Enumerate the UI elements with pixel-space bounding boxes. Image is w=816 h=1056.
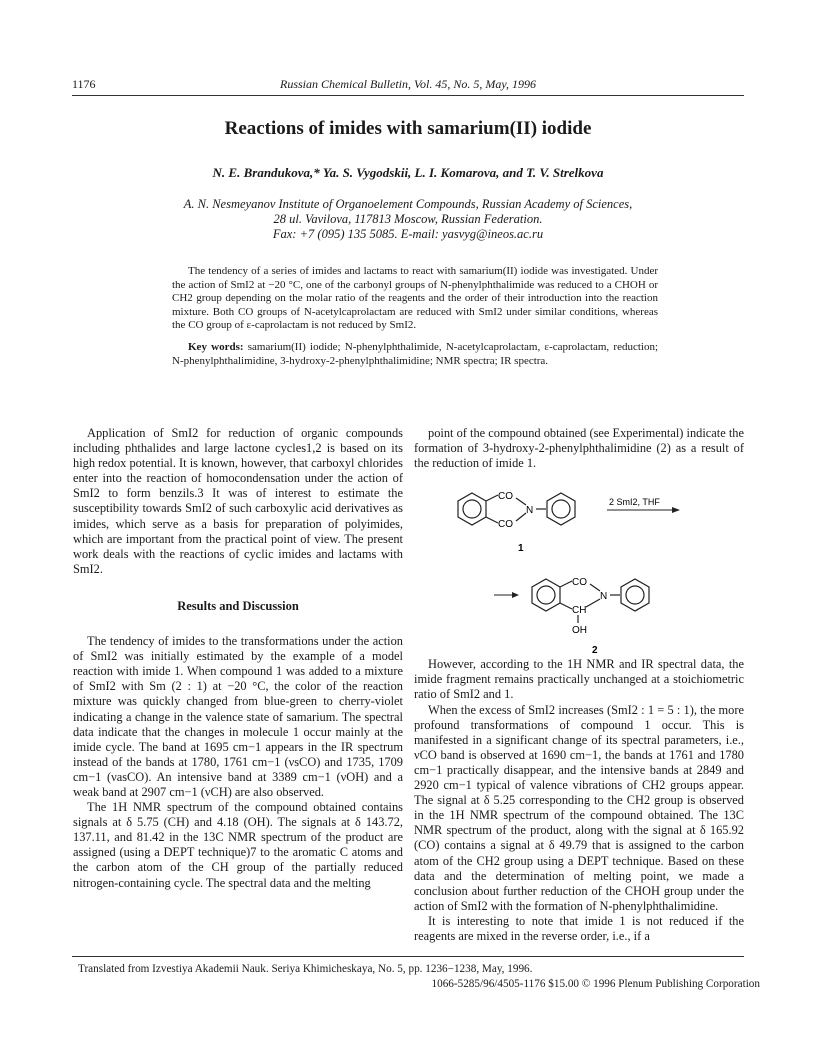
running-header <box>0 77 816 95</box>
footer-rule <box>72 956 744 957</box>
results-paragraph-1: The tendency of imides to the transformations under the action of SmI2 was initially estimated by the example of a model reaction with imide 1. When compound 1 was added to a mixture of SmI2 with Sm (2 : 1) at −20 °C, the color of the reaction mixture was quickly changed from blue-green to cherry-violet indicating a change in the valence state of samarium. The spectral data indicate that the changes in molecule 1 occur mainly at the imide cycle. The band at 1695 cm−1 appears in the IR spectrum instead of the bands at 1780, 1761 cm−1 (νsCO) and 1735, 1709 cm−1 (νasCO). An intensive band at 3389 cm−1 (νOH) and a weak band at 2907 cm−1 (νCH) are also observed. <box>73 634 403 799</box>
abstract-text: The tendency of a series of imides and lactams to react with samarium(II) iodide was investigated. Under the action of SmI2 at −20 °C, one of the carbonyl groups of N-phenylphthalimide was reduced to a CHOH or CH2 group depending on the molar ratio of the reagents and the order of their introduction into the reaction mixture. Both CO groups of N-acetylcaprolactam are reduced with SmI2 under similar conditions, whereas the CO group of ε-caprolactam is not reduced by SmI2. <box>172 265 658 332</box>
page-number: 1176 <box>72 77 96 91</box>
reaction-arrow-head <box>672 507 680 513</box>
continuation-arrow-head <box>512 592 519 598</box>
co-label-top: CO <box>498 491 513 503</box>
results-paragraph-2: The 1H NMR spectrum of the compound obtained contains signals at δ 5.75 (CH) and 4.18 (OH). The signals at δ 143.72, 137.11, and 81.42 in the 13C NMR spectrum of the product are assigned (using a DEPT technique)7 to the aromatic C atoms and the carbon atom of the CH group of the partially reduced nitrogen-containing cycle. The spectral data and the melting <box>73 800 403 890</box>
oh-label: OH <box>572 625 587 637</box>
abstract <box>172 265 658 368</box>
section-heading: Results and Discussion <box>177 598 299 613</box>
reagent-label: 2 SmI2, THF <box>609 497 660 508</box>
keywords-text: samarium(II) iodide; N-phenylphthalimide, N-acetylcaprolactam, ε-caprolactam, reduction; N-phenylphthalimidine, 3-hydroxy-2-phenylphthalimidine; NMR spectra; IR spectra. <box>172 340 659 367</box>
author-list: N. E. Brandukova,* Ya. S. Vygodskii, L. I. Komarova, and T. V. Strelkova <box>212 165 604 180</box>
keywords-label: Key words: <box>188 340 244 353</box>
compound-2-label: 2 <box>592 645 598 656</box>
right-paragraph-1: point of the compound obtained (see Experimental) indicate the formation of 3-hydroxy-2-phenylphthalimidine (2) as a result of the reduction of imide 1. <box>414 426 744 471</box>
reaction-scheme <box>414 475 744 655</box>
affiliation-line-2: 28 ul. Vavilova, 117813 Moscow, Russian Federation. <box>273 212 543 226</box>
affiliation-line-1: A. N. Nesmeyanov Institute of Organoelement Compounds, Russian Academy of Sciences, <box>183 197 633 211</box>
compound-1-label: 1 <box>518 543 524 555</box>
header-rule <box>72 95 744 96</box>
copyright-line: 1066-5285/96/4505-1176 $15.00 © 1996 Plenum Publishing Corporation <box>431 978 760 990</box>
journal-citation: Russian Chemical Bulletin, Vol. 45, No. 5, May, 1996 <box>280 77 536 91</box>
right-paragraph-3: When the excess of SmI2 increases (SmI2 : 1 = 5 : 1), the more profound transformations of compound 1 occur. This is manifested in a significant change of its spectral parameters, i.e., νCO band is observed at 1690 cm−1, the bands at 1761 and 1780 cm−1 practically disappear, and the intensive bands at 2849 and 2920 cm−1 typical of valence vibrations of CH2 groups appear. The signal at δ 5.25 corresponding to the CH2 group is observed in the 1H NMR spectrum of the compound obtained. The 13C NMR spectrum of the product, along with the signal at δ 165.92 (CO) contains a signal at δ 49.79 that is assigned to the carbon atom of the CH2 group using a DEPT technique. Based on these data and the determination of melting point, we made a conclusion about further reduction of the CHOH group under the action of SmI2 with the formation of N-phenylphthalimidine. <box>414 702 744 913</box>
ch-label: CH <box>572 605 587 617</box>
affiliation-line-3: Fax: +7 (095) 135 5085. E-mail: yasvyg@ineos.ac.ru <box>272 227 544 241</box>
keywords <box>172 341 658 368</box>
right-paragraph-4: It is interesting to note that imide 1 is not reduced if the reagents are mixed in the reverse order, i.e., if a <box>414 913 744 943</box>
right-column <box>414 426 744 944</box>
n-label-2: N <box>600 591 608 603</box>
co-label-bottom: CO <box>498 519 513 531</box>
compound-1-structure <box>458 493 575 525</box>
n-label-1: N <box>526 505 534 517</box>
compound-2-structure <box>532 579 649 623</box>
intro-paragraph: Application of SmI2 for reduction of organic compounds including phthalides and large lactone cycles1,2 is based on its high redox potential. It is known, however, that carboxyl chlorides enter into the reaction of homocondensation under the action of SmI2 to form benzils.3 It was of interest to estimate the susceptibility towards SmI2 of such carboxylic acid derivatives as imides, which serve as a basis for preparation of polyimides, which are important from the practical point of view. The present work deals with the reactions of cyclic imides and lactams with SmI2. <box>73 426 403 576</box>
right-paragraph-2: However, according to the 1H NMR and IR spectral data, the imide fragment remains practically unchanged at a stoichiometric ratio of SmI2 and 1. <box>414 657 744 702</box>
affiliation <box>100 197 716 242</box>
translation-note: Translated from Izvestiya Akademii Nauk. Seriya Khimicheskaya, No. 5, pp. 1236−1238, May, 1996. <box>78 963 533 975</box>
paper-title: Reactions of imides with samarium(II) iodide <box>224 118 592 139</box>
left-column <box>73 426 403 891</box>
co-label-2: CO <box>572 577 587 589</box>
